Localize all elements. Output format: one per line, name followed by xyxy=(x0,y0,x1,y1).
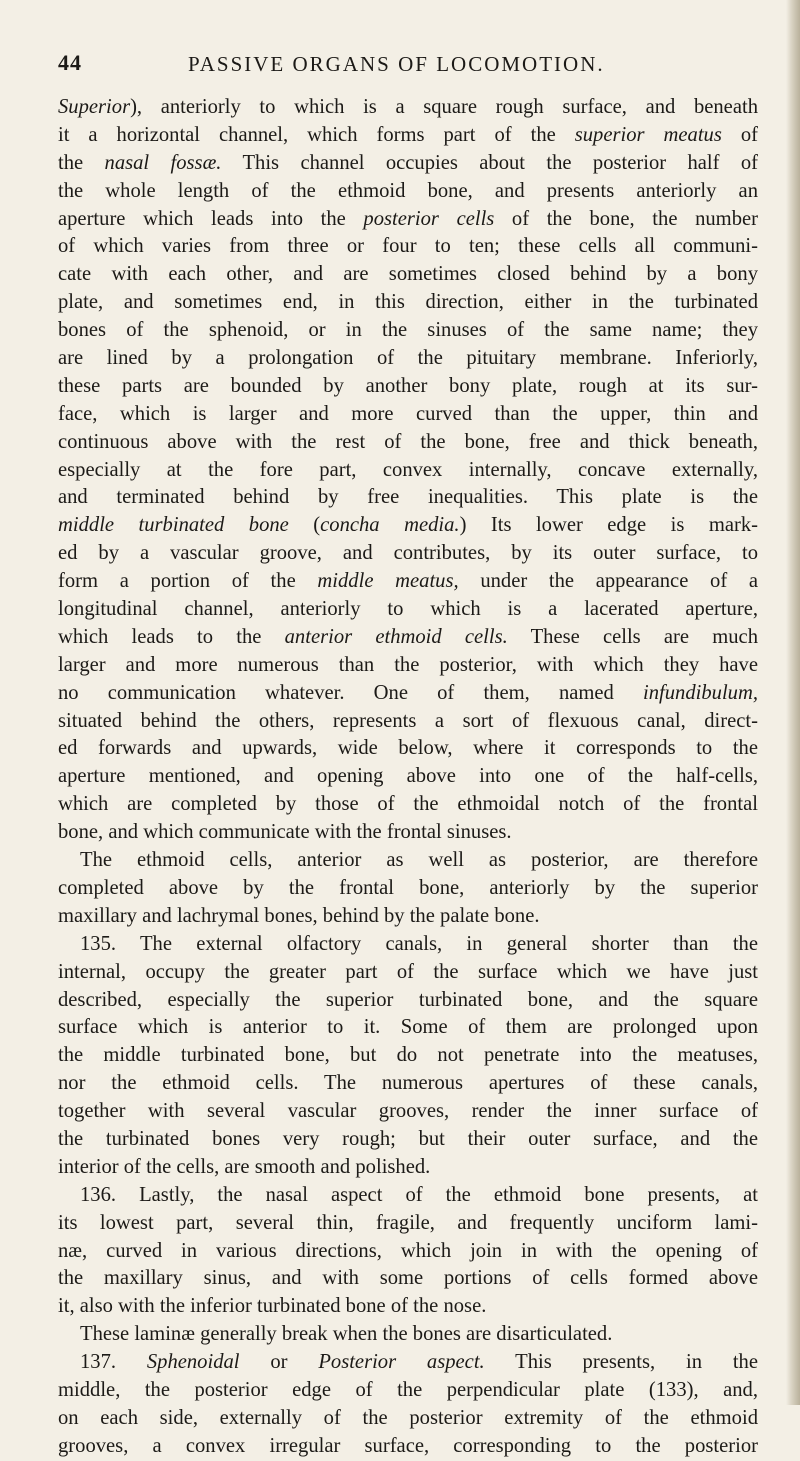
page-header xyxy=(58,50,748,84)
text-line xyxy=(58,122,758,150)
text-run: These cells are much xyxy=(507,625,758,648)
text-run: which leads to the xyxy=(58,625,285,648)
text-line xyxy=(58,261,758,289)
italic-term: anterior ethmoid cells. xyxy=(284,625,508,648)
text-run: together with several vascular grooves, render the inner surface of xyxy=(58,1100,758,1123)
text-line xyxy=(58,791,758,819)
italic-term: middle turbinated bone xyxy=(58,514,289,537)
text-line xyxy=(58,457,758,485)
text-run: 135. The external olfactory canals, in general shorter than the xyxy=(80,932,758,955)
text-run: bones of the sphenoid, or in the sinuses of the same name; they xyxy=(58,319,758,342)
text-run: on each side, externally of the posterior extremity of the ethmoid xyxy=(58,1406,758,1429)
text-run: bone, and which communicate with the frontal sinuses. xyxy=(58,821,512,844)
text-line xyxy=(58,540,758,568)
text-line xyxy=(58,1070,758,1098)
text-line xyxy=(58,1182,758,1210)
text-line xyxy=(58,568,758,596)
text-run: it, also with the inferior turbinated bone of the nose. xyxy=(58,1295,487,1318)
text-line xyxy=(58,484,758,512)
text-run: grooves, a convex irregular surface, corresponding to the posterior xyxy=(58,1434,758,1457)
text-run: These laminæ generally break when the bones are disarticulated. xyxy=(80,1323,613,1346)
text-run: næ, curved in various directions, which join in with the opening of xyxy=(58,1239,758,1262)
page-number: 44 xyxy=(58,50,82,75)
text-run: ed forwards and upwards, wide below, where it corresponds to the xyxy=(58,737,758,760)
text-line xyxy=(58,763,758,791)
text-run: continuous above with the rest of the bone, free and thick beneath, xyxy=(58,430,758,453)
text-line xyxy=(58,1321,758,1349)
text-line xyxy=(58,624,758,652)
text-run: it a horizontal channel, which forms part of the xyxy=(58,123,575,146)
text-line xyxy=(58,735,758,763)
text-run: the whole length of the ethmoid bone, and presents anteriorly an xyxy=(58,179,758,202)
text-line xyxy=(58,875,758,903)
text-run: completed above by the frontal bone, anteriorly by the superior xyxy=(58,876,758,899)
text-run: described, especially the superior turbinated bone, and the square xyxy=(58,988,758,1011)
text-run: ( xyxy=(288,514,321,537)
text-line xyxy=(58,233,758,261)
text-run: of the bone, the number xyxy=(494,207,758,230)
text-run: or xyxy=(239,1351,319,1374)
italic-term: Posterior aspect. xyxy=(318,1351,485,1374)
text-line xyxy=(58,401,758,429)
text-run: maxillary and lachrymal bones, behind by the palate bone. xyxy=(58,904,540,927)
text-run: of xyxy=(721,123,759,146)
text-run: The ethmoid cells, anterior as well as posterior, are therefore xyxy=(80,849,758,872)
text-run: surface which is anterior to it. Some of them are prolonged upon xyxy=(58,1016,758,1039)
text-run: ) Its lower edge is mark- xyxy=(459,514,758,537)
running-title: PASSIVE ORGANS OF LOCOMOTION. xyxy=(188,52,605,76)
text-run: cate with each other, and are sometimes closed behind by a bony xyxy=(58,263,758,286)
text-line xyxy=(58,317,758,345)
text-line xyxy=(58,373,758,401)
text-line xyxy=(58,903,758,931)
text-run: face, which is larger and more curved than the upper, thin and xyxy=(58,402,758,425)
text-line xyxy=(58,94,758,122)
text-line xyxy=(58,1293,758,1321)
text-run: which are completed by those of the ethmoidal notch of the frontal xyxy=(58,793,758,816)
text-run: middle, the posterior edge of the perpendicular plate (133), and, xyxy=(58,1378,758,1401)
text-line xyxy=(58,1238,758,1266)
text-run: longitudinal channel, anteriorly to which is a lacerated aperture, xyxy=(58,598,758,621)
text-line xyxy=(58,987,758,1015)
text-run: and terminated behind by free inequalities. This plate is the xyxy=(58,486,758,509)
text-run: interior of the cells, are smooth and polished. xyxy=(58,1155,431,1178)
text-run: under the appearance of a xyxy=(458,570,758,593)
italic-term: Superior xyxy=(58,96,131,118)
text-run: aperture mentioned, and opening above into one of the half-cells, xyxy=(58,765,758,788)
text-line xyxy=(58,1154,758,1182)
text-line xyxy=(58,512,758,540)
text-run: ), anteriorly to which is a square rough surface, and beneath xyxy=(130,96,758,118)
italic-term: infundibulum, xyxy=(643,681,758,704)
text-line xyxy=(58,206,758,234)
text-run: situated behind the others, represents a sort of flexuous canal, direct- xyxy=(58,709,758,732)
italic-term: superior meatus xyxy=(574,123,722,146)
text-run: are lined by a prolongation of the pituitary membrane. Inferiorly, xyxy=(58,347,758,370)
text-run: no communication whatever. One of them, named xyxy=(58,681,643,704)
text-run: the xyxy=(58,151,105,174)
italic-term: posterior cells xyxy=(363,207,495,230)
text-run: form a portion of the xyxy=(58,570,318,593)
text-line xyxy=(58,819,758,847)
text-run: internal, occupy the greater part of the surface which we have just xyxy=(58,960,758,983)
italic-term: nasal fossæ. xyxy=(104,151,222,174)
text-run: the maxillary sinus, and with some portions of cells formed above xyxy=(58,1267,758,1290)
text-line xyxy=(58,1126,758,1154)
italic-term: middle meatus, xyxy=(317,570,459,593)
text-run: larger and more numerous than the posterior, with which they have xyxy=(58,653,758,676)
text-line xyxy=(58,429,758,457)
text-line xyxy=(58,150,758,178)
text-line xyxy=(58,1405,758,1433)
italic-term: concha media. xyxy=(320,514,460,537)
text-line xyxy=(58,345,758,373)
text-run: the turbinated bones very rough; but their outer surface, and the xyxy=(58,1127,758,1150)
text-run: its lowest part, several thin, fragile, and frequently unciform lami- xyxy=(58,1211,758,1234)
text-run: of which varies from three or four to ten; these cells all communi- xyxy=(58,235,758,258)
text-line xyxy=(58,1349,758,1377)
text-run: especially at the fore part, convex internally, concave externally, xyxy=(58,458,758,481)
text-line xyxy=(58,1377,758,1405)
text-run: 136. Lastly, the nasal aspect of the ethmoid bone presents, at xyxy=(80,1183,758,1206)
text-line xyxy=(58,178,758,206)
text-line xyxy=(58,1210,758,1238)
text-line xyxy=(58,1265,758,1293)
text-run: the middle turbinated bone, but do not penetrate into the meatuses, xyxy=(58,1044,758,1067)
text-run: these parts are bounded by another bony plate, rough at its sur- xyxy=(58,374,758,397)
text-line xyxy=(58,1433,758,1461)
text-run: 137. xyxy=(80,1351,147,1374)
text-line xyxy=(58,1042,758,1070)
text-run: aperture which leads into the xyxy=(58,207,364,230)
text-run: plate, and sometimes end, in this direction, either in the turbinated xyxy=(58,291,758,314)
text-line xyxy=(58,931,758,959)
text-line xyxy=(58,652,758,680)
text-run: This channel occupies about the posterior half of xyxy=(221,151,759,174)
body-text xyxy=(58,94,758,1461)
italic-term: Sphenoidal xyxy=(146,1351,240,1374)
text-line xyxy=(58,1098,758,1126)
text-line xyxy=(58,680,758,708)
text-line xyxy=(58,847,758,875)
text-line xyxy=(58,596,758,624)
page-edge xyxy=(786,0,800,1405)
text-run: ed by a vascular groove, and contributes, by its outer surface, to xyxy=(58,542,758,565)
text-run: nor the ethmoid cells. The numerous apertures of these canals, xyxy=(58,1072,758,1095)
text-line xyxy=(58,959,758,987)
text-line xyxy=(58,708,758,736)
text-line xyxy=(58,1014,758,1042)
text-run: This presents, in the xyxy=(484,1351,758,1374)
text-line xyxy=(58,289,758,317)
